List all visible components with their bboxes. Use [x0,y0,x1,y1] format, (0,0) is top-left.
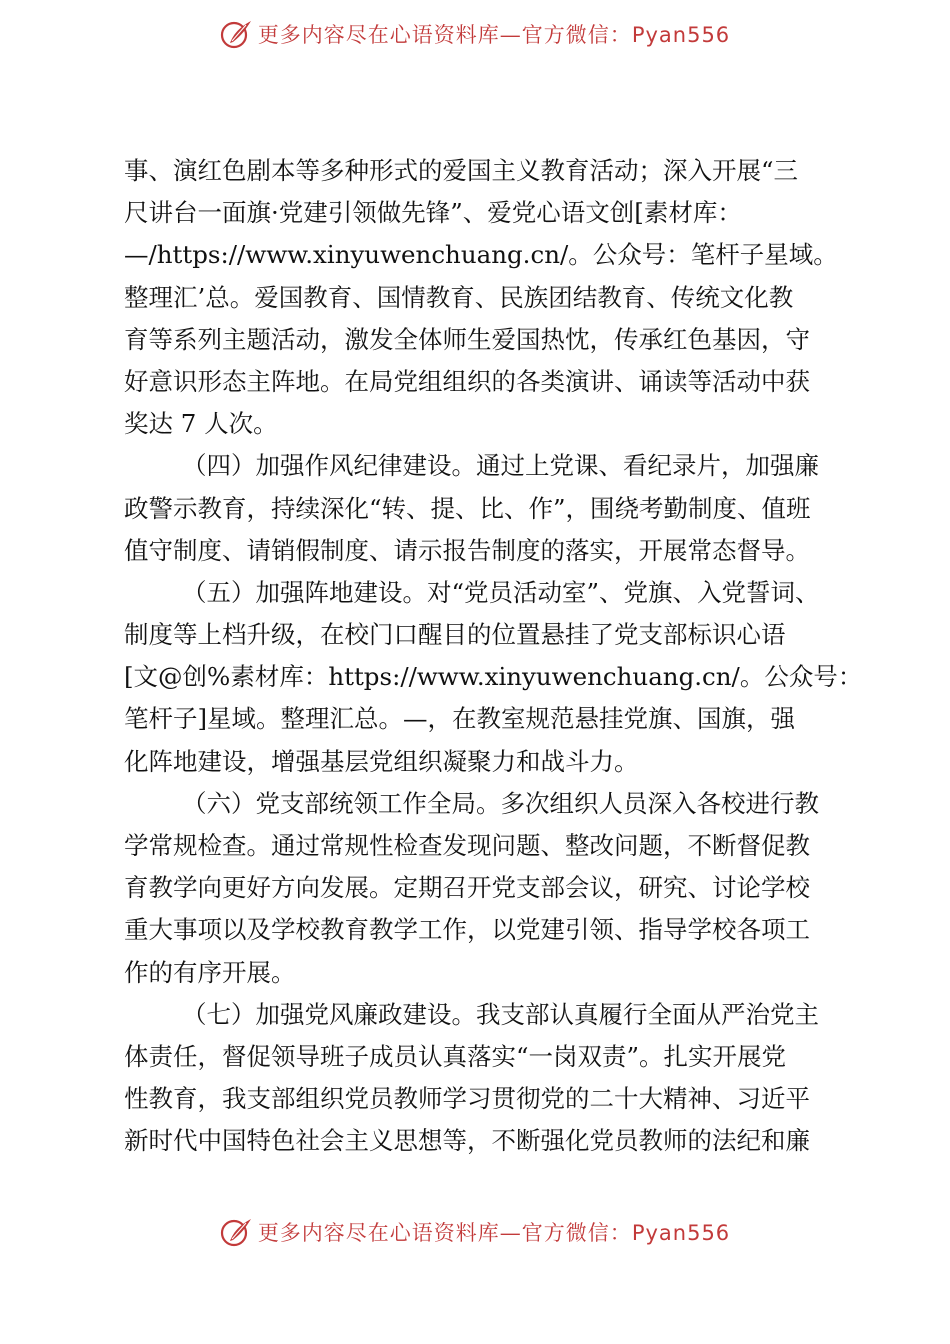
text-line: 性教育，我支部组织党员教师学习贯彻党的二十大精神、习近平 [124,1084,810,1114]
text-line: 重大事项以及学校教育教学工作，以党建引领、指导学校各项工 [124,915,810,945]
header-watermark [0,14,950,54]
text-line: —/https://www.xinyuwenchuang.cn/。公众号：笔杆子星域。 [124,240,838,270]
footer-watermark [0,1212,950,1252]
footer-watermark-text: 更多内容尽在心语资料库—官方微信：Pyan556 [257,1221,731,1245]
text-line: 事、演红色剧本等多种形式的爱国主义教育活动；深入开展“三 [124,156,799,185]
text-line: 奖达 7 人次。 [124,409,278,439]
text-line: 育等系列主题活动，激发全体师生爱国热忱，传承红色基因，守 [124,324,810,354]
text-line: 作的有序开展。 [124,957,296,987]
text-line: 学常规检查。通过常规性检查发现问题、整改问题，不断督促教 [124,831,810,860]
header-watermark-text: 更多内容尽在心语资料库—官方微信：Pyan556 [257,23,731,47]
paragraph-heading-line: （六）党支部统领工作全局。多次组织人员深入各校进行教 [182,788,819,818]
feather-pen-logo-icon [220,17,254,51]
text-line: 政警示教育，持续深化“转、提、比、作”，围绕考勤制度、值班 [124,493,811,523]
text-line: 值守制度、请销假制度、请示报告制度的落实，开展常态督导。 [124,535,810,565]
text-line: 笔杆子]星域。整理汇总。—，在教室规范悬挂党旗、国旗，强 [124,704,796,734]
text-line: 育教学向更好方向发展。定期召开党支部会议，研究、讨论学校 [124,873,810,903]
text-line: 体责任，督促领导班子成员认真落实“一岗双责”。扎实开展党 [124,1041,787,1071]
paragraph-heading-line: （五）加强阵地建设。对“党员活动室”、党旗、入党誓词、 [182,577,820,607]
paragraph-heading-line: （七）加强党风廉政建设。我支部认真履行全面从严治党主 [182,999,819,1029]
text-line: 尺讲台一面旗·党建引领做先锋”、爱党心语文创[素材库： [124,198,742,228]
text-line: 新时代中国特色社会主义思想等，不断强化党员教师的法纪和廉 [124,1126,810,1156]
document-body [124,150,863,1163]
text-line: 制度等上档升级，在校门口醒目的位置悬挂了党支部标识心语 [124,620,786,650]
text-line: 化阵地建设，增强基层党组织凝聚力和战斗力。 [124,746,639,776]
text-line: [文@创%素材库：https://www.xinyuwenchuang.cn/。公众号： [124,662,863,692]
text-line: 整理汇’总。爱国教育、国情教育、民族团结教育、传统文化教 [124,282,794,312]
paragraph-heading-line: （四）加强作风纪律建设。通过上党课、看纪录片，加强廉 [182,451,819,481]
feather-pen-logo-icon [220,1215,254,1249]
text-line: 好意识形态主阵地。在局党组组织的各类演讲、诵读等活动中获 [124,366,810,396]
